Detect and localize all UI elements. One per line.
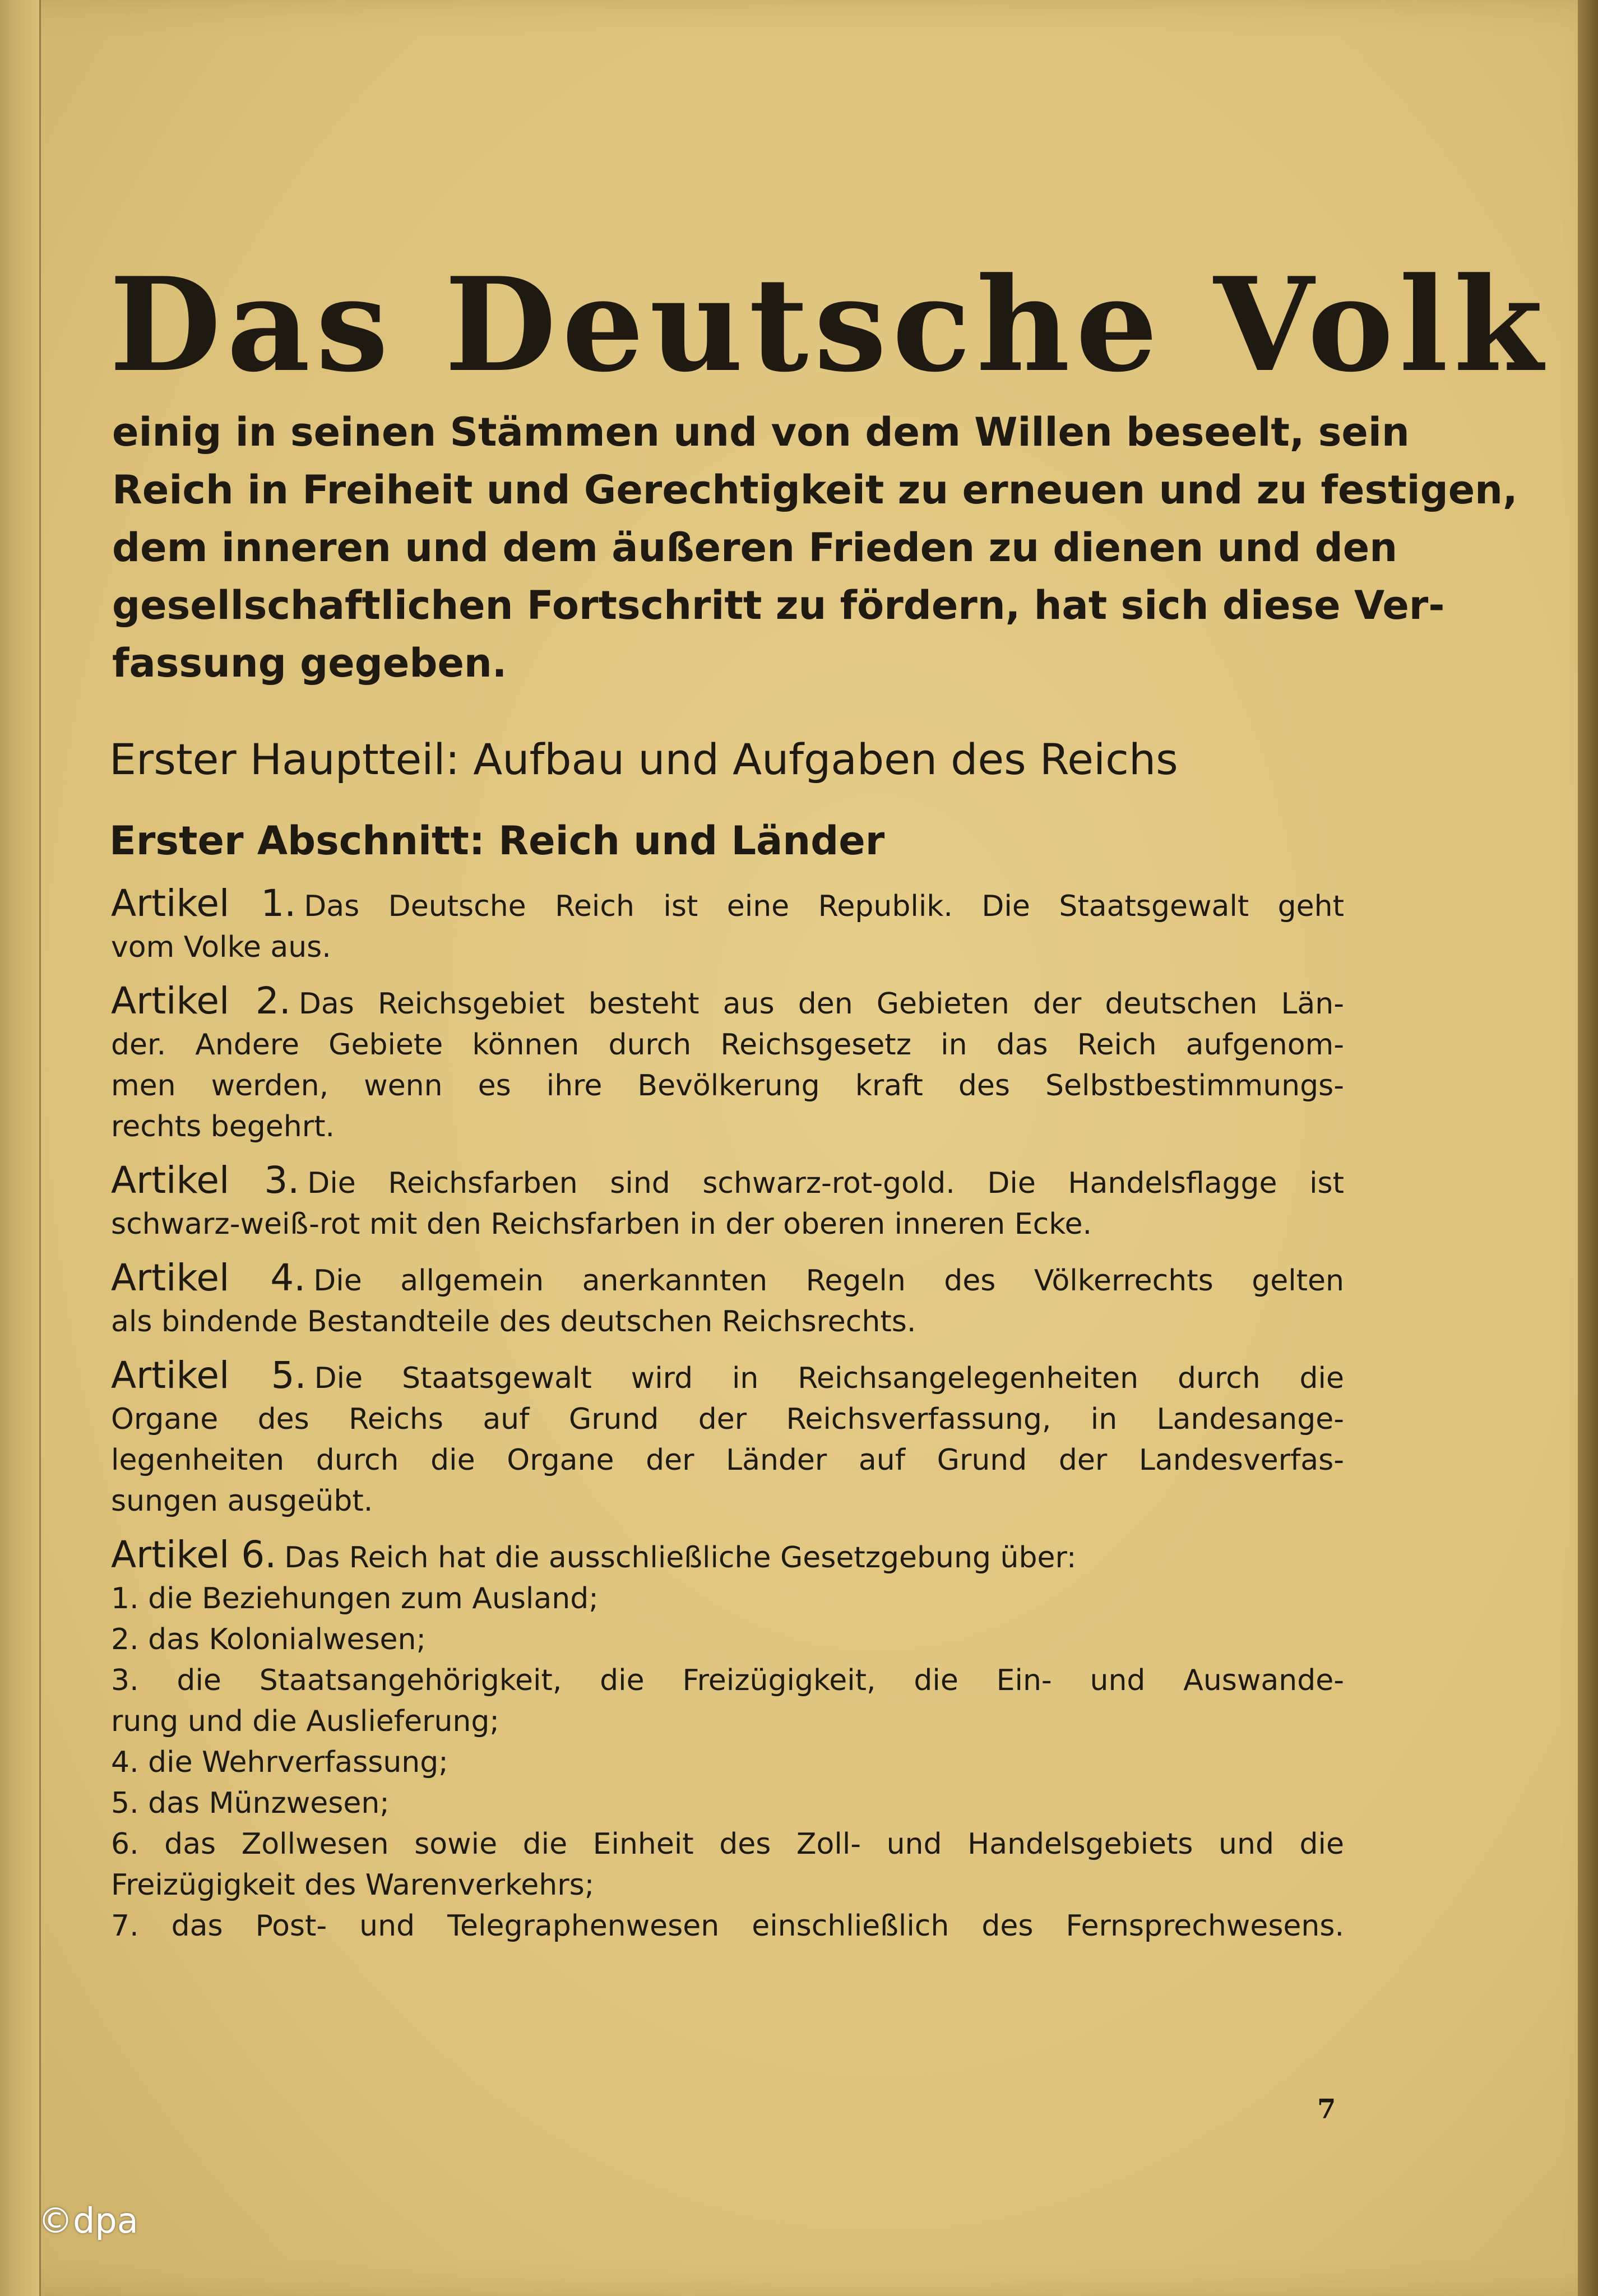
binding-gutter bbox=[0, 0, 41, 2296]
articles bbox=[111, 883, 1344, 1947]
article-6 bbox=[111, 1534, 1344, 1947]
article-text: Das Reichsgebiet besteht aus den Gebieten der deutschen Län- bbox=[298, 987, 1344, 1021]
list-item: Freizügigkeit des Warenverkehrs; bbox=[111, 1868, 595, 1902]
list-item: 4. die Wehrverfassung; bbox=[111, 1746, 448, 1779]
list-item: 1. die Beziehungen zum Ausland; bbox=[111, 1582, 599, 1615]
article-text: Organe des Reichs auf Grund der Reichsverfassung, in Landesange- bbox=[111, 1402, 1344, 1436]
list-item: 7. das Post- und Telegraphenwesen einschließlich des Fernsprechwesens. bbox=[111, 1909, 1344, 1943]
preamble-line: Reich in Freiheit und Gerechtigkeit zu erneuen und zu festigen, bbox=[112, 467, 1518, 513]
article-text: legenheiten durch die Organe der Länder auf Grund der Landesverfas- bbox=[111, 1443, 1344, 1477]
copyright-credit: ©dpa bbox=[38, 2200, 138, 2241]
section-heading: Erster Abschnitt: Reich und Länder bbox=[109, 818, 885, 864]
article-1 bbox=[111, 883, 1344, 968]
article-text: Die Staatsgewalt wird in Reichsangelegenheiten durch die bbox=[314, 1362, 1345, 1395]
preamble-line: fassung gegeben. bbox=[112, 640, 507, 686]
article-label: Artikel 4. bbox=[111, 1256, 306, 1299]
article-text: men werden, wenn es ihre Bevölkerung kraft des Selbstbestimmungs- bbox=[111, 1069, 1344, 1103]
article-4 bbox=[111, 1257, 1344, 1343]
list-item: 3. die Staatsangehörigkeit, die Freizügigkeit, die Ein- und Auswande- bbox=[111, 1664, 1344, 1697]
page-edge bbox=[1578, 0, 1598, 2296]
article-label: Artikel 5. bbox=[111, 1354, 307, 1397]
article-3 bbox=[111, 1160, 1344, 1245]
list-item: rung und die Auslieferung; bbox=[111, 1705, 499, 1738]
article-label: Artikel 1. bbox=[111, 882, 297, 925]
article-text: sungen ausgeübt. bbox=[111, 1484, 373, 1518]
article-text: schwarz-weiß-rot mit den Reichsfarben in der oberen inneren Ecke. bbox=[111, 1207, 1092, 1241]
preamble-line: dem inneren und dem äußeren Frieden zu dienen und den bbox=[112, 525, 1398, 571]
article-text: Die Reichsfarben sind schwarz-rot-gold. Die Handelsflagge ist bbox=[307, 1166, 1344, 1200]
article-label: Artikel 6. bbox=[111, 1533, 277, 1576]
article-text: rechts begehrt. bbox=[111, 1110, 335, 1144]
article-5 bbox=[111, 1355, 1344, 1522]
article-text: vom Volke aus. bbox=[111, 931, 331, 964]
article-2 bbox=[111, 980, 1344, 1147]
article-text: als bindende Bestandteile des deutschen Reichsrechts. bbox=[111, 1305, 916, 1339]
page-number: 7 bbox=[1317, 2094, 1336, 2125]
article-text: Das Deutsche Reich ist eine Republik. Die Staatsgewalt geht bbox=[304, 890, 1344, 923]
article-text: Das Reich hat die ausschließliche Gesetzgebung über: bbox=[284, 1541, 1077, 1575]
article-label: Artikel 2. bbox=[111, 979, 291, 1022]
preamble bbox=[112, 404, 1518, 692]
page-title: Das Deutsche Volk bbox=[109, 249, 1549, 401]
article-text: der. Andere Gebiete können durch Reichsgesetz in das Reich aufgenom- bbox=[111, 1028, 1344, 1062]
list-item: 5. das Münzwesen; bbox=[111, 1786, 390, 1820]
article-text: Die allgemein anerkannten Regeln des Völkerrechts gelten bbox=[313, 1264, 1344, 1298]
preamble-line: einig in seinen Stämmen und von dem Willen beseelt, sein bbox=[112, 409, 1410, 455]
part-heading: Erster Hauptteil: Aufbau und Aufgaben des Reichs bbox=[109, 734, 1178, 784]
list-item: 2. das Kolonialwesen; bbox=[111, 1623, 427, 1656]
preamble-line: gesellschaftlichen Fortschritt zu fördern, hat sich diese Ver- bbox=[112, 582, 1445, 628]
article-label: Artikel 3. bbox=[111, 1159, 300, 1202]
list-item: 6. das Zollwesen sowie die Einheit des Zoll- und Handelsgebiets und die bbox=[111, 1827, 1344, 1861]
